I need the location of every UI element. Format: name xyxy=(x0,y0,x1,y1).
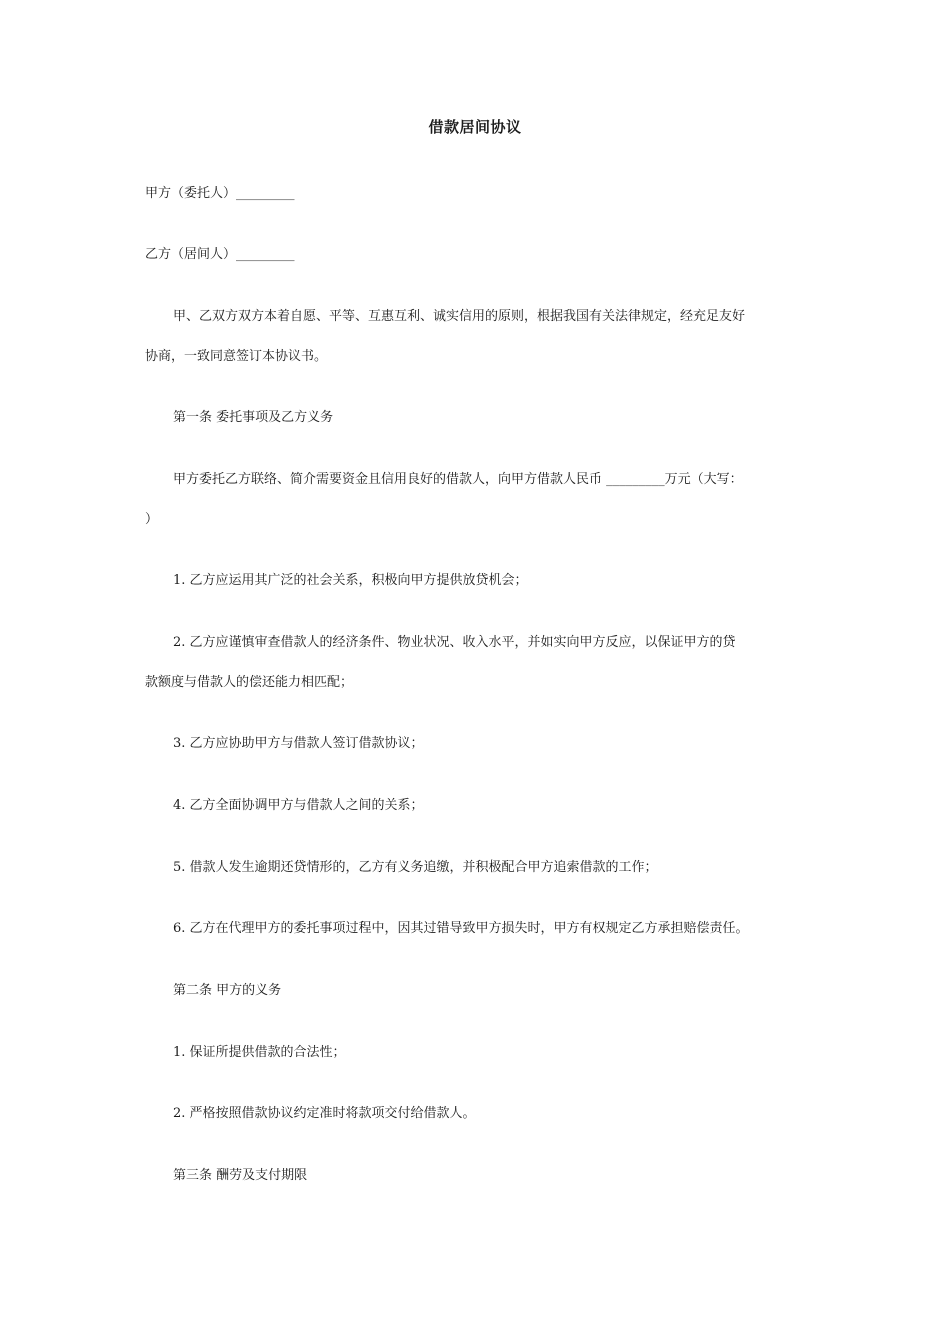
article-1-item-2-line-1: 2. 乙方应谨慎审查借款人的经济条件、物业状况、收入水平，并如实向甲方反应，以保证甲方的贷 xyxy=(173,635,736,650)
article-1-item-2-line-2: 款额度与借款人的偿还能力相匹配； xyxy=(145,675,354,690)
party-a-line: 甲方（委托人）_________ xyxy=(145,186,295,201)
article-1-clause-line-1: 甲方委托乙方联络、简介需要资金且信用良好的借款人，向甲方借款人民币 _________万元（大写： xyxy=(173,472,743,487)
article-2-item-1: 1. 保证所提供借款的合法性； xyxy=(173,1045,346,1060)
document-title: 借款居间协议 xyxy=(428,118,522,136)
article-2-item-2: 2. 严格按照借款协议约定准时将款项交付给借款人。 xyxy=(173,1106,476,1121)
article-1-heading: 第一条 委托事项及乙方义务 xyxy=(173,410,334,425)
preamble-line-1: 甲、乙双方双方本着自愿、平等、互惠互利、诚实信用的原则，根据我国有关法律规定，经充足友好 xyxy=(173,309,746,324)
article-1-clause-line-2: ） xyxy=(145,512,159,527)
article-1-item-5: 5. 借款人发生逾期还贷情形的，乙方有义务追缴，并积极配合甲方追索借款的工作； xyxy=(173,860,658,875)
article-1-item-6: 6. 乙方在代理甲方的委托事项过程中，因其过错导致甲方损失时，甲方有权规定乙方承担赔偿责任。 xyxy=(173,921,749,936)
preamble-line-2: 协商，一致同意签订本协议书。 xyxy=(145,349,328,364)
article-1-item-4: 4. 乙方全面协调甲方与借款人之间的关系； xyxy=(173,798,424,813)
article-2-heading: 第二条 甲方的义务 xyxy=(173,983,282,998)
article-1-item-3: 3. 乙方应协助甲方与借款人签订借款协议； xyxy=(173,736,424,751)
party-b-line: 乙方（居间人）_________ xyxy=(145,247,295,262)
article-3-heading: 第三条 酬劳及支付期限 xyxy=(173,1168,308,1183)
article-1-item-1: 1. 乙方应运用其广泛的社会关系，积极向甲方提供放贷机会； xyxy=(173,573,528,588)
